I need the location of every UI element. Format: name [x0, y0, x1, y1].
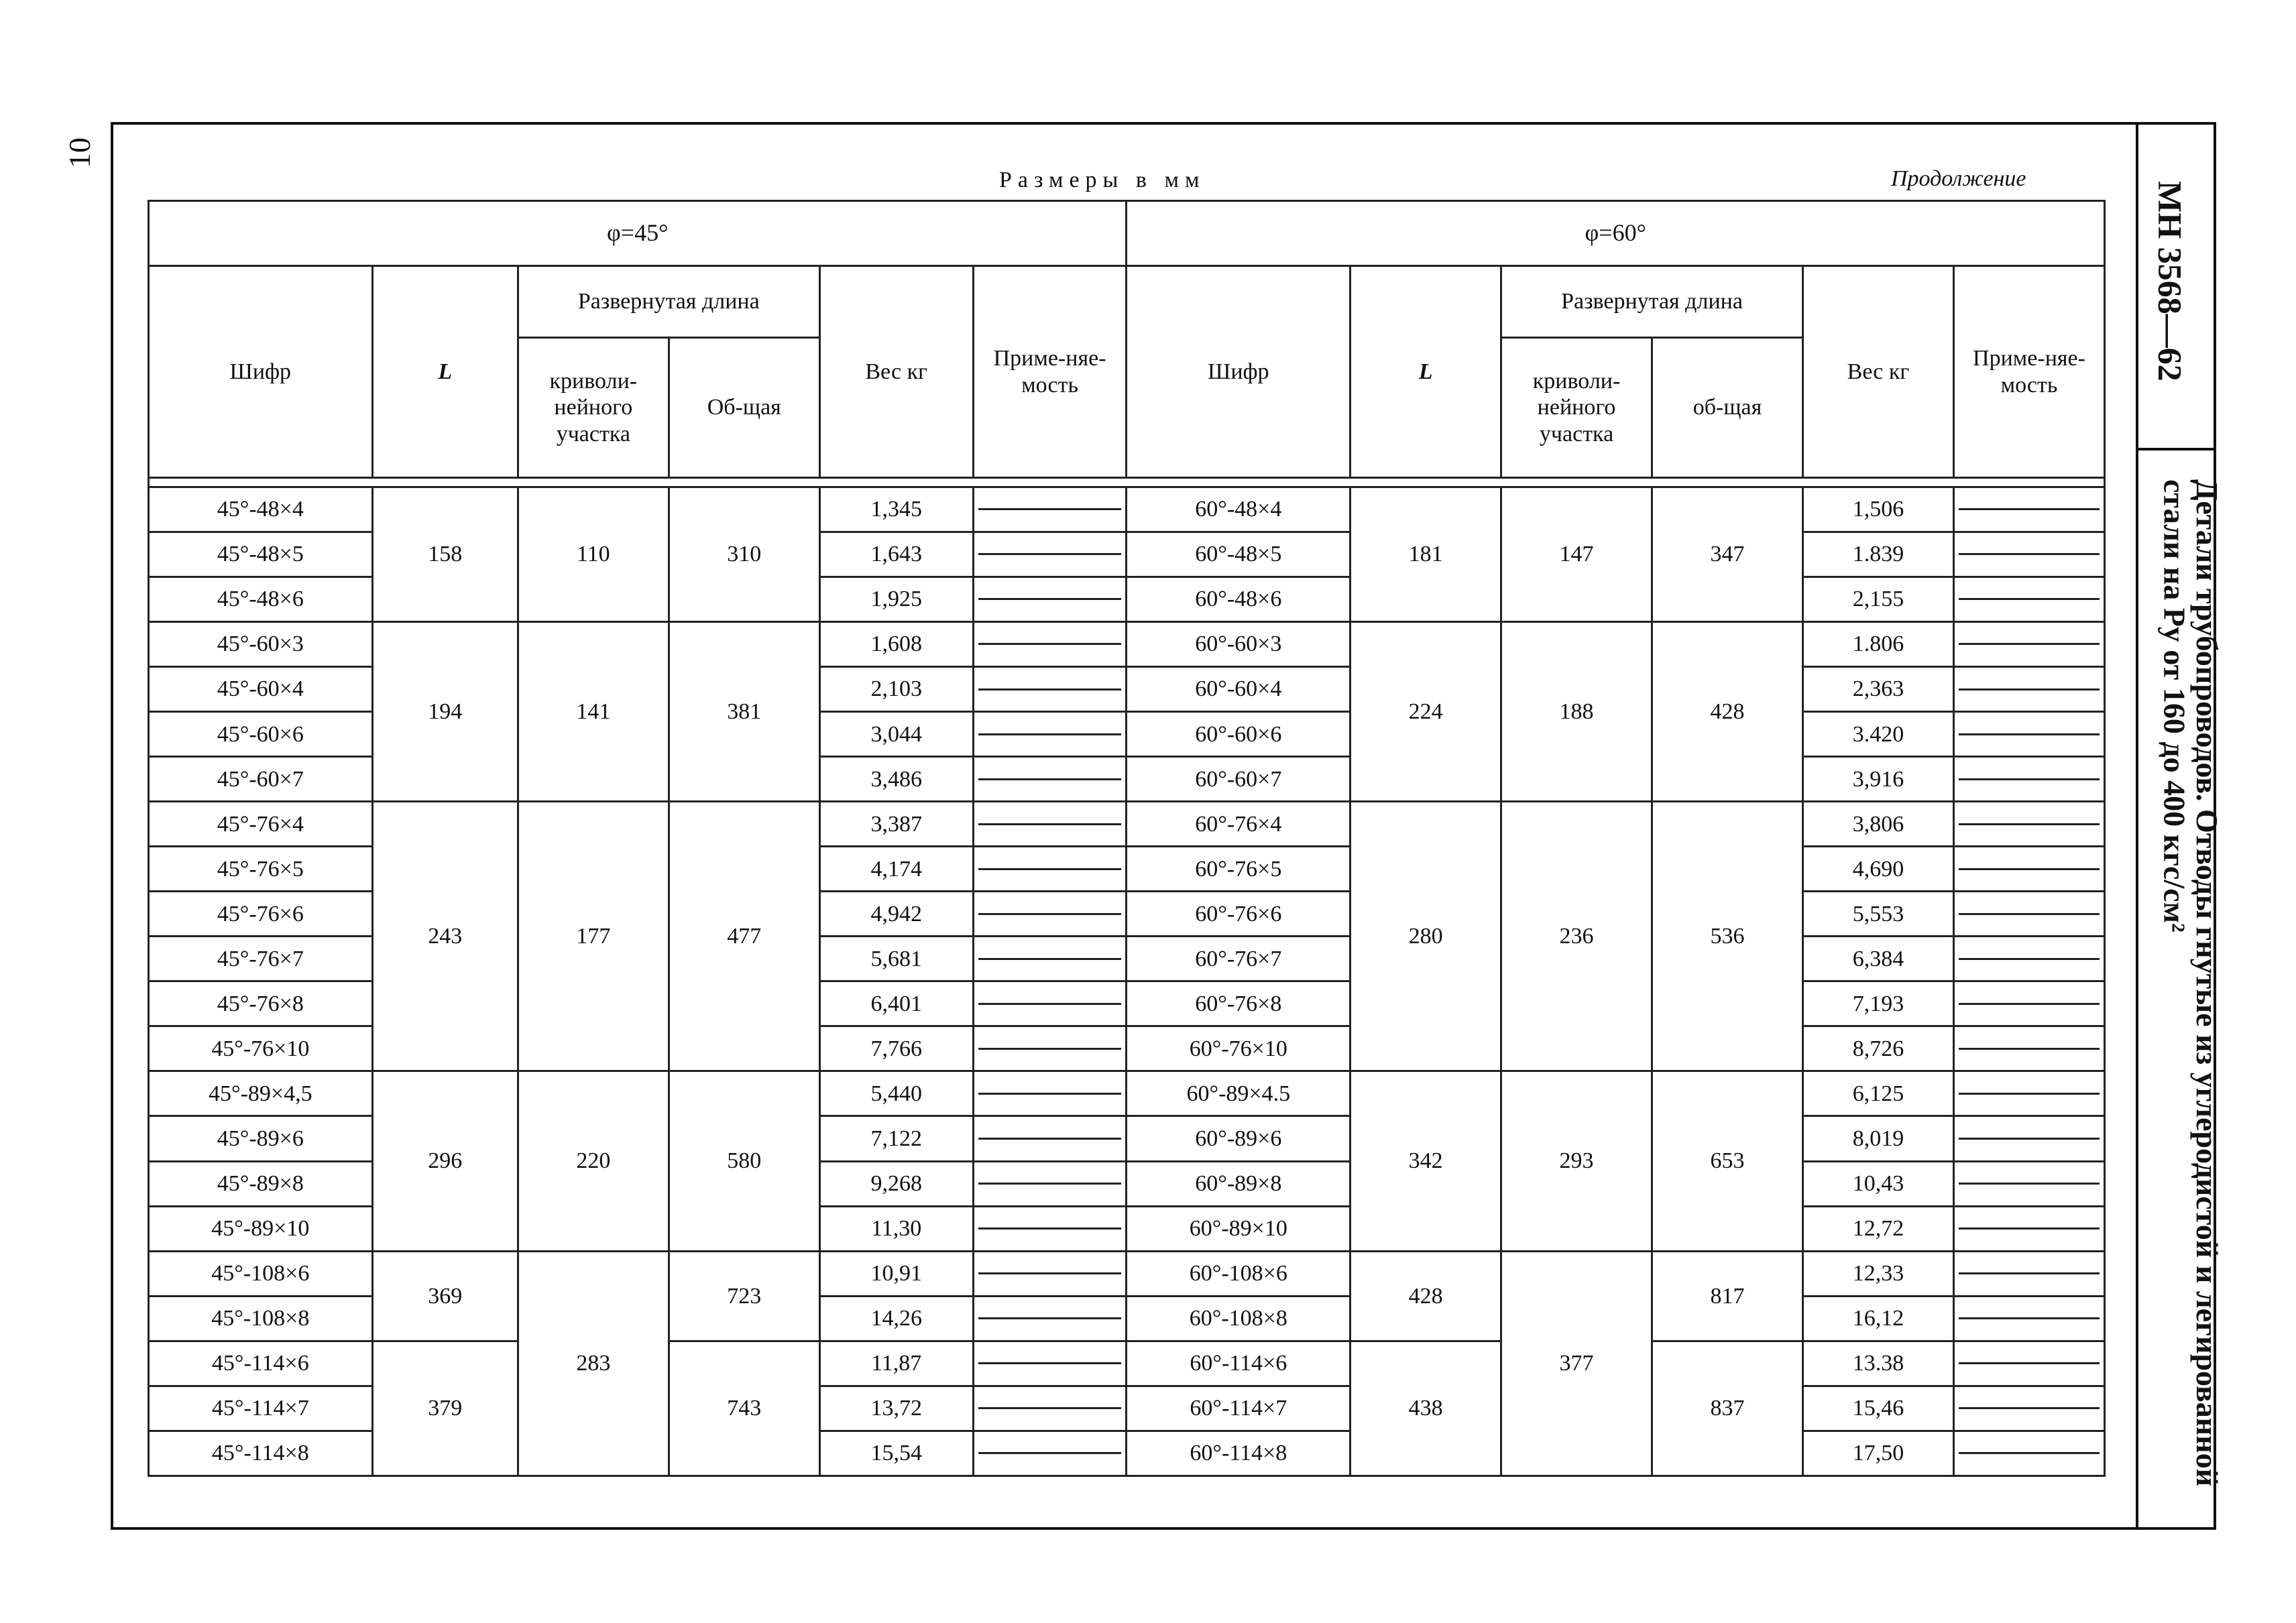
dash-line: [978, 1003, 1122, 1005]
applicability-60: [1953, 757, 2104, 802]
table-row: [149, 802, 2105, 847]
applicability-45: [973, 1071, 1127, 1116]
weight-45: 4,942: [819, 892, 973, 937]
weight-60: 1.839: [1803, 532, 1954, 577]
total-length-45: 743: [669, 1341, 819, 1476]
table-row: [149, 1341, 2105, 1386]
weight-60: 5,553: [1803, 892, 1954, 937]
dash-line: [1959, 508, 2100, 510]
shifr-45: 45°-114×7: [149, 1386, 373, 1431]
shifr-60: 60°-108×6: [1127, 1251, 1351, 1296]
dash-line: [978, 1093, 1122, 1095]
weight-60: 17,50: [1803, 1431, 1954, 1476]
applicability-45: [973, 1386, 1127, 1431]
applicability-45: [973, 1206, 1127, 1251]
weight-45: 11,87: [819, 1341, 973, 1386]
table-body: [149, 487, 2105, 1476]
dash-line: [978, 913, 1122, 915]
applicability-45: [973, 1026, 1127, 1071]
applicability-45: [973, 757, 1127, 802]
curved-length-45: 283: [518, 1251, 669, 1476]
shifr-45: 45°-76×6: [149, 892, 373, 937]
shifr-60: 60°-60×4: [1127, 667, 1351, 712]
weight-45: 2,103: [819, 667, 973, 712]
length-60: 342: [1351, 1071, 1501, 1251]
total-length-45: 310: [669, 487, 819, 621]
applicability-45: [973, 1431, 1127, 1476]
shifr-60: 60°-48×4: [1127, 487, 1351, 532]
dash-line: [978, 1138, 1122, 1140]
shifr-60: 60°-114×7: [1127, 1386, 1351, 1431]
applicability-60: [1953, 532, 2104, 577]
applicability-60: [1953, 1026, 2104, 1071]
dash-line: [1959, 1452, 2100, 1454]
applicability-45: [973, 981, 1127, 1026]
dash-line: [1959, 913, 2100, 915]
header-developed-45: Развернутая длина: [518, 266, 819, 338]
table-row: [149, 1071, 2105, 1116]
header-total-45: Об-щая: [669, 338, 819, 478]
shifr-45: 45°-48×5: [149, 532, 373, 577]
shifr-45: 45°-60×4: [149, 667, 373, 712]
length-45: 296: [372, 1071, 518, 1251]
dash-line: [1959, 598, 2100, 600]
shifr-45: 45°-60×3: [149, 621, 373, 666]
shifr-60: 60°-76×8: [1127, 981, 1351, 1026]
shifr-45: 45°-76×10: [149, 1026, 373, 1071]
applicability-45: [973, 1296, 1127, 1341]
weight-60: 6,384: [1803, 937, 1954, 981]
dash-line: [1959, 778, 2100, 780]
curved-length-60: 147: [1501, 487, 1652, 621]
shifr-45: 45°-89×8: [149, 1161, 373, 1206]
dash-line: [978, 958, 1122, 960]
applicability-45: [973, 1161, 1127, 1206]
elbows-table: [148, 200, 2106, 1477]
shifr-45: 45°-76×7: [149, 937, 373, 981]
weight-60: 1.806: [1803, 621, 1954, 666]
weight-45: 1,925: [819, 577, 973, 621]
curved-length-60: 188: [1501, 621, 1652, 801]
dash-line: [978, 1227, 1122, 1229]
dash-line: [978, 1272, 1122, 1274]
dash-line: [1959, 1093, 2100, 1095]
applicability-60: [1953, 802, 2104, 847]
shifr-45: 45°-89×6: [149, 1116, 373, 1161]
shifr-60: 60°-76×10: [1127, 1026, 1351, 1071]
applicability-60: [1953, 487, 2104, 532]
weight-45: 3,486: [819, 757, 973, 802]
header-weight-45: Вес кг: [819, 266, 973, 478]
weight-60: 15,46: [1803, 1386, 1954, 1431]
weight-60: 3.420: [1803, 712, 1954, 757]
table-row: [149, 1251, 2105, 1296]
dash-line: [1959, 1227, 2100, 1229]
curved-length-60: 377: [1501, 1251, 1652, 1476]
shifr-45: 45°-76×8: [149, 981, 373, 1026]
applicability-45: [973, 802, 1127, 847]
applicability-60: [1953, 1431, 2104, 1476]
weight-60: 16,12: [1803, 1296, 1954, 1341]
page-number: 10: [62, 137, 97, 168]
caption-dimensions: Размеры в мм: [999, 168, 1206, 192]
shifr-60: 60°-76×5: [1127, 847, 1351, 892]
applicability-60: [1953, 1206, 2104, 1251]
weight-45: 5,681: [819, 937, 973, 981]
applicability-60: [1953, 1116, 2104, 1161]
applicability-45: [973, 1341, 1127, 1386]
dash-line: [1959, 688, 2100, 690]
dash-line: [1959, 823, 2100, 825]
dash-line: [978, 1362, 1122, 1364]
dash-line: [1959, 1183, 2100, 1185]
shifr-60: 60°-48×5: [1127, 532, 1351, 577]
applicability-60: [1953, 937, 2104, 981]
weight-60: 12,72: [1803, 1206, 1954, 1251]
applicability-60: [1953, 892, 2104, 937]
table-row: [149, 487, 2105, 532]
dash-line: [1959, 1317, 2100, 1319]
header-shifr-60: Шифр: [1127, 266, 1351, 478]
shifr-60: 60°-89×4.5: [1127, 1071, 1351, 1116]
length-45: 158: [372, 487, 518, 621]
applicability-60: [1953, 621, 2104, 666]
total-length-45: 580: [669, 1071, 819, 1251]
header-phi-60: φ=60°: [1127, 201, 2105, 266]
header-phi-45: φ=45°: [149, 201, 1127, 266]
side-divider: [2136, 448, 2216, 450]
shifr-45: 45°-114×8: [149, 1431, 373, 1476]
curved-length-45: 220: [518, 1071, 669, 1251]
shifr-60: 60°-89×10: [1127, 1206, 1351, 1251]
weight-45: 11,30: [819, 1206, 973, 1251]
dash-line: [1959, 1138, 2100, 1140]
weight-45: 3,044: [819, 712, 973, 757]
applicability-60: [1953, 1386, 2104, 1431]
shifr-60: 60°-76×4: [1127, 802, 1351, 847]
applicability-60: [1953, 1161, 2104, 1206]
dash-line: [1959, 553, 2100, 555]
shifr-45: 45°-76×5: [149, 847, 373, 892]
length-60: 181: [1351, 487, 1501, 621]
length-45: 194: [372, 621, 518, 801]
weight-60: 3,806: [1803, 802, 1954, 847]
dash-line: [1959, 733, 2100, 735]
weight-45: 1,643: [819, 532, 973, 577]
dash-line: [1959, 1272, 2100, 1274]
applicability-45: [973, 1251, 1127, 1296]
weight-60: 4,690: [1803, 847, 1954, 892]
weight-60: 1,506: [1803, 487, 1954, 532]
dash-line: [1959, 1048, 2100, 1050]
shifr-60: 60°-60×3: [1127, 621, 1351, 666]
applicability-45: [973, 621, 1127, 666]
weight-60: 8,019: [1803, 1116, 1954, 1161]
dash-line: [1959, 1003, 2100, 1005]
shifr-45: 45°-76×4: [149, 802, 373, 847]
applicability-60: [1953, 1071, 2104, 1116]
length-60: 224: [1351, 621, 1501, 801]
weight-60: 7,193: [1803, 981, 1954, 1026]
shifr-60: 60°-48×6: [1127, 577, 1351, 621]
total-length-60: 428: [1652, 621, 1803, 801]
total-length-45: 477: [669, 802, 819, 1071]
shifr-60: 60°-108×8: [1127, 1296, 1351, 1341]
applicability-60: [1953, 1296, 2104, 1341]
dash-line: [978, 1407, 1122, 1409]
header-developed-60: Развернутая длина: [1501, 266, 1803, 338]
weight-45: 15,54: [819, 1431, 973, 1476]
total-length-60: 536: [1652, 802, 1803, 1071]
total-length-60: 817: [1652, 1251, 1803, 1341]
caption-continuation: Продолжение: [1891, 166, 2026, 191]
total-length-60: 347: [1652, 487, 1803, 621]
applicability-60: [1953, 981, 2104, 1026]
header-L-60: L: [1351, 266, 1501, 478]
dash-line: [978, 643, 1122, 645]
shifr-60: 60°-89×8: [1127, 1161, 1351, 1206]
length-60: 438: [1351, 1341, 1501, 1476]
dash-line: [1959, 868, 2100, 870]
shifr-45: 45°-108×6: [149, 1251, 373, 1296]
dash-line: [978, 868, 1122, 870]
dash-line: [978, 1317, 1122, 1319]
total-length-60: 653: [1652, 1071, 1803, 1251]
total-length-45: 381: [669, 621, 819, 801]
shifr-60: 60°-60×6: [1127, 712, 1351, 757]
shifr-45: 45°-89×4,5: [149, 1071, 373, 1116]
weight-45: 3,387: [819, 802, 973, 847]
header-separator: [149, 478, 2105, 487]
shifr-60: 60°-60×7: [1127, 757, 1351, 802]
document-title: [2149, 479, 2223, 1486]
standard-code: МН 3568—62: [2151, 181, 2189, 381]
shifr-60: 60°-114×8: [1127, 1431, 1351, 1476]
shifr-45: 45°-108×8: [149, 1296, 373, 1341]
weight-45: 5,440: [819, 1071, 973, 1116]
shifr-60: 60°-114×6: [1127, 1341, 1351, 1386]
weight-60: 2,363: [1803, 667, 1954, 712]
header-weight-60: Вес кг: [1803, 266, 1954, 478]
dash-line: [978, 598, 1122, 600]
shifr-45: 45°-48×6: [149, 577, 373, 621]
header-L-45: L: [372, 266, 518, 478]
curved-length-60: 293: [1501, 1071, 1652, 1251]
applicability-45: [973, 577, 1127, 621]
header-curved-45: криволи-нейного участка: [518, 338, 669, 478]
total-length-45: 723: [669, 1251, 819, 1341]
weight-45: 13,72: [819, 1386, 973, 1431]
dash-line: [978, 553, 1122, 555]
dash-line: [978, 688, 1122, 690]
applicability-45: [973, 892, 1127, 937]
weight-60: 12,33: [1803, 1251, 1954, 1296]
shifr-60: 60°-89×6: [1127, 1116, 1351, 1161]
applicability-45: [973, 937, 1127, 981]
header-shifr-45: Шифр: [149, 266, 373, 478]
table-container: [148, 200, 2106, 1477]
document-title-line1: Детали трубопроводов. Отводы гнутые из углеродистой и легированной: [2190, 479, 2224, 1487]
dash-line: [1959, 643, 2100, 645]
dash-line: [978, 733, 1122, 735]
weight-60: 6,125: [1803, 1071, 1954, 1116]
weight-45: 7,122: [819, 1116, 973, 1161]
weight-45: 7,766: [819, 1026, 973, 1071]
curved-length-60: 236: [1501, 802, 1652, 1071]
shifr-60: 60°-76×7: [1127, 937, 1351, 981]
weight-60: 8,726: [1803, 1026, 1954, 1071]
dash-line: [1959, 958, 2100, 960]
applicability-45: [973, 712, 1127, 757]
weight-45: 14,26: [819, 1296, 973, 1341]
total-length-60: 837: [1652, 1341, 1803, 1476]
shifr-45: 45°-48×4: [149, 487, 373, 532]
shifr-45: 45°-60×7: [149, 757, 373, 802]
applicability-45: [973, 487, 1127, 532]
applicability-60: [1953, 1251, 2104, 1296]
weight-45: 1,608: [819, 621, 973, 666]
weight-60: 13.38: [1803, 1341, 1954, 1386]
dash-line: [978, 1048, 1122, 1050]
dash-line: [978, 823, 1122, 825]
dash-line: [978, 1183, 1122, 1185]
weight-45: 1,345: [819, 487, 973, 532]
weight-45: 10,91: [819, 1251, 973, 1296]
length-45: 379: [372, 1341, 518, 1476]
applicability-45: [973, 847, 1127, 892]
applicability-60: [1953, 577, 2104, 621]
dash-line: [1959, 1362, 2100, 1364]
applicability-45: [973, 1116, 1127, 1161]
dash-line: [1959, 1407, 2100, 1409]
dash-line: [978, 778, 1122, 780]
curved-length-45: 177: [518, 802, 669, 1071]
applicability-60: [1953, 667, 2104, 712]
applicability-60: [1953, 1341, 2104, 1386]
applicability-60: [1953, 847, 2104, 892]
document-title-line2: стали на Pу от 160 до 400 кгс/см²: [2157, 479, 2192, 933]
table-row: [149, 621, 2105, 666]
length-60: 428: [1351, 1251, 1501, 1341]
weight-45: 9,268: [819, 1161, 973, 1206]
shifr-45: 45°-60×6: [149, 712, 373, 757]
header-curved-60: криволи-нейного участка: [1501, 338, 1652, 478]
header-total-60: об-щая: [1652, 338, 1803, 478]
header-applic-60: Приме-няе-мость: [1953, 266, 2104, 478]
weight-60: 3,916: [1803, 757, 1954, 802]
length-60: 280: [1351, 802, 1501, 1071]
shifr-45: 45°-89×10: [149, 1206, 373, 1251]
length-45: 369: [372, 1251, 518, 1341]
dash-line: [978, 508, 1122, 510]
length-45: 243: [372, 802, 518, 1071]
weight-60: 2,155: [1803, 577, 1954, 621]
curved-length-45: 110: [518, 487, 669, 621]
weight-45: 4,174: [819, 847, 973, 892]
shifr-60: 60°-76×6: [1127, 892, 1351, 937]
dash-line: [978, 1452, 1122, 1454]
weight-45: 6,401: [819, 981, 973, 1026]
applicability-45: [973, 532, 1127, 577]
applicability-45: [973, 667, 1127, 712]
applicability-60: [1953, 712, 2104, 757]
shifr-45: 45°-114×6: [149, 1341, 373, 1386]
curved-length-45: 141: [518, 621, 669, 801]
weight-60: 10,43: [1803, 1161, 1954, 1206]
header-applic-45: Приме-няе-мость: [973, 266, 1127, 478]
